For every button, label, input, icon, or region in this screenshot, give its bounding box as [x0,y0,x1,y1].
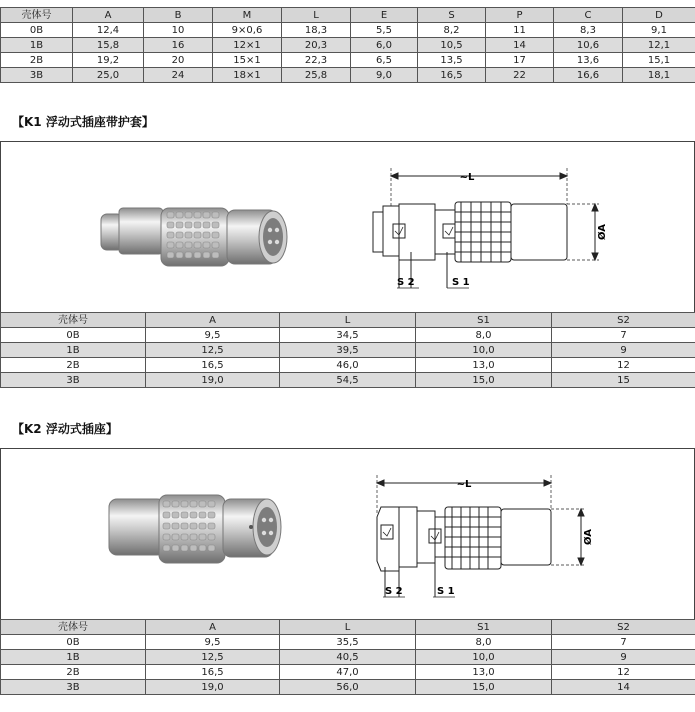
table-cell: 15×1 [213,53,282,68]
table-cell: 1B [1,650,146,665]
k1-connector-photo [101,208,287,266]
table-cell: 12,5 [146,650,280,665]
header-cell: C [554,8,623,23]
table-cell: 10,0 [416,650,552,665]
table-cell: 22,3 [282,53,351,68]
table-cell: 16 [144,38,213,53]
table-cell: 9 [552,343,695,358]
table-cell: 20,3 [282,38,351,53]
header-cell: S [418,8,486,23]
header-cell: P [486,8,554,23]
table-cell: 9×0,6 [213,23,282,38]
table-cell: 15,8 [73,38,144,53]
k2-section-title: 【K2 浮动式插座】 [12,422,118,436]
table-cell: 16,6 [554,68,623,83]
table-cell: 0B [1,635,146,650]
table-cell: 14 [486,38,554,53]
table-row [1,38,695,53]
table-cell: 8,0 [416,328,552,343]
k1-figure-panel [0,141,695,313]
header-cell: 壳体号 [1,8,73,23]
table-cell: 3B [1,680,146,695]
table-cell: 40,5 [280,650,416,665]
table-cell: 11 [486,23,554,38]
k2-spec-table [0,619,695,695]
table-cell: 17 [486,53,554,68]
table-cell: 12×1 [213,38,282,53]
table-cell: 9,5 [146,328,280,343]
k1-spec-table [0,312,695,388]
table-cell: 15,1 [623,53,695,68]
table-cell: 14 [552,680,695,695]
table-row [1,53,695,68]
table-cell: 9 [552,650,695,665]
header-cell: 壳体号 [1,313,146,328]
table-cell: 7 [552,635,695,650]
table-cell: 22 [486,68,554,83]
table-row [1,23,695,38]
k1-connector-illustration [1,142,694,312]
table-header-row [1,313,695,328]
table-row [1,635,695,650]
table-cell: 10,6 [554,38,623,53]
table-cell: 1B [1,343,146,358]
k2-connector-photo [109,495,281,563]
table-row [1,343,695,358]
table-cell: 18,1 [623,68,695,83]
k1-technical-drawing [373,168,599,288]
table-cell: 2B [1,53,73,68]
table-cell: 19,0 [146,680,280,695]
table-header-row [1,8,695,23]
table-row [1,68,695,83]
k1-dim-L-label: ~L [459,172,475,183]
header-cell: B [144,8,213,23]
table-cell: 16,5 [146,358,280,373]
k2-figure-panel [0,448,695,620]
table-row [1,665,695,680]
header-cell: A [73,8,144,23]
header-cell: S2 [552,620,695,635]
table-cell: 18,3 [282,23,351,38]
table-cell: 19,0 [146,373,280,388]
table-cell: 5,5 [351,23,418,38]
table-cell: 10,0 [416,343,552,358]
table-cell: 13,5 [418,53,486,68]
k2-dim-S1-label: S 1 [437,586,455,597]
table-cell: 6,5 [351,53,418,68]
table-cell: 20 [144,53,213,68]
k2-technical-drawing [377,475,585,597]
k1-dim-A-label: ØA [597,223,608,241]
table-row [1,358,695,373]
table-cell: 47,0 [280,665,416,680]
table-row [1,373,695,388]
table-cell: 0B [1,23,73,38]
header-cell: S2 [552,313,695,328]
table-cell: 54,5 [280,373,416,388]
header-cell: A [146,620,280,635]
table-cell: 25,8 [282,68,351,83]
k2-dim-S2-label: S 2 [385,586,403,597]
table-cell: 0B [1,328,146,343]
header-cell: L [280,620,416,635]
header-cell: S1 [416,620,552,635]
table-cell: 35,5 [280,635,416,650]
table-cell: 25,0 [73,68,144,83]
table-cell: 10,5 [418,38,486,53]
table-cell: 16,5 [146,665,280,680]
table-cell: 8,3 [554,23,623,38]
table-cell: 15 [552,373,695,388]
k2-connector-illustration [1,449,694,619]
table-cell: 12 [552,665,695,680]
k1-section-title: 【K1 浮动式插座带护套】 [12,115,154,129]
table-cell: 9,0 [351,68,418,83]
table-cell: 12,1 [623,38,695,53]
table-cell: 56,0 [280,680,416,695]
table-cell: 15,0 [416,373,552,388]
k1-dim-S2-label: S 2 [397,277,415,288]
table-cell: 3B [1,373,146,388]
table-cell: 12,4 [73,23,144,38]
table-cell: 16,5 [418,68,486,83]
table-row [1,680,695,695]
table-cell: 13,0 [416,665,552,680]
header-cell: A [146,313,280,328]
table-cell: 12 [552,358,695,373]
top-spec-table [0,7,695,83]
table-cell: 2B [1,665,146,680]
table-cell: 19,2 [73,53,144,68]
table-cell: 12,5 [146,343,280,358]
table-cell: 1B [1,38,73,53]
table-cell: 8,2 [418,23,486,38]
header-cell: S1 [416,313,552,328]
table-cell: 15,0 [416,680,552,695]
table-cell: 24 [144,68,213,83]
header-cell: D [623,8,695,23]
k2-dim-A-label: ØA [583,528,594,546]
table-cell: 10 [144,23,213,38]
k1-dim-S1-label: S 1 [452,277,470,288]
table-row [1,650,695,665]
k2-dim-L-label: ~L [456,479,472,490]
table-cell: 6,0 [351,38,418,53]
table-cell: 9,1 [623,23,695,38]
table-cell: 39,5 [280,343,416,358]
table-cell: 18×1 [213,68,282,83]
table-cell: 13,0 [416,358,552,373]
table-cell: 3B [1,68,73,83]
table-cell: 9,5 [146,635,280,650]
table-cell: 7 [552,328,695,343]
table-cell: 2B [1,358,146,373]
header-cell: L [282,8,351,23]
table-cell: 8,0 [416,635,552,650]
header-cell: E [351,8,418,23]
header-cell: 壳体号 [1,620,146,635]
table-row [1,328,695,343]
header-cell: L [280,313,416,328]
header-cell: M [213,8,282,23]
table-cell: 13,6 [554,53,623,68]
table-cell: 34,5 [280,328,416,343]
table-header-row [1,620,695,635]
table-cell: 46,0 [280,358,416,373]
